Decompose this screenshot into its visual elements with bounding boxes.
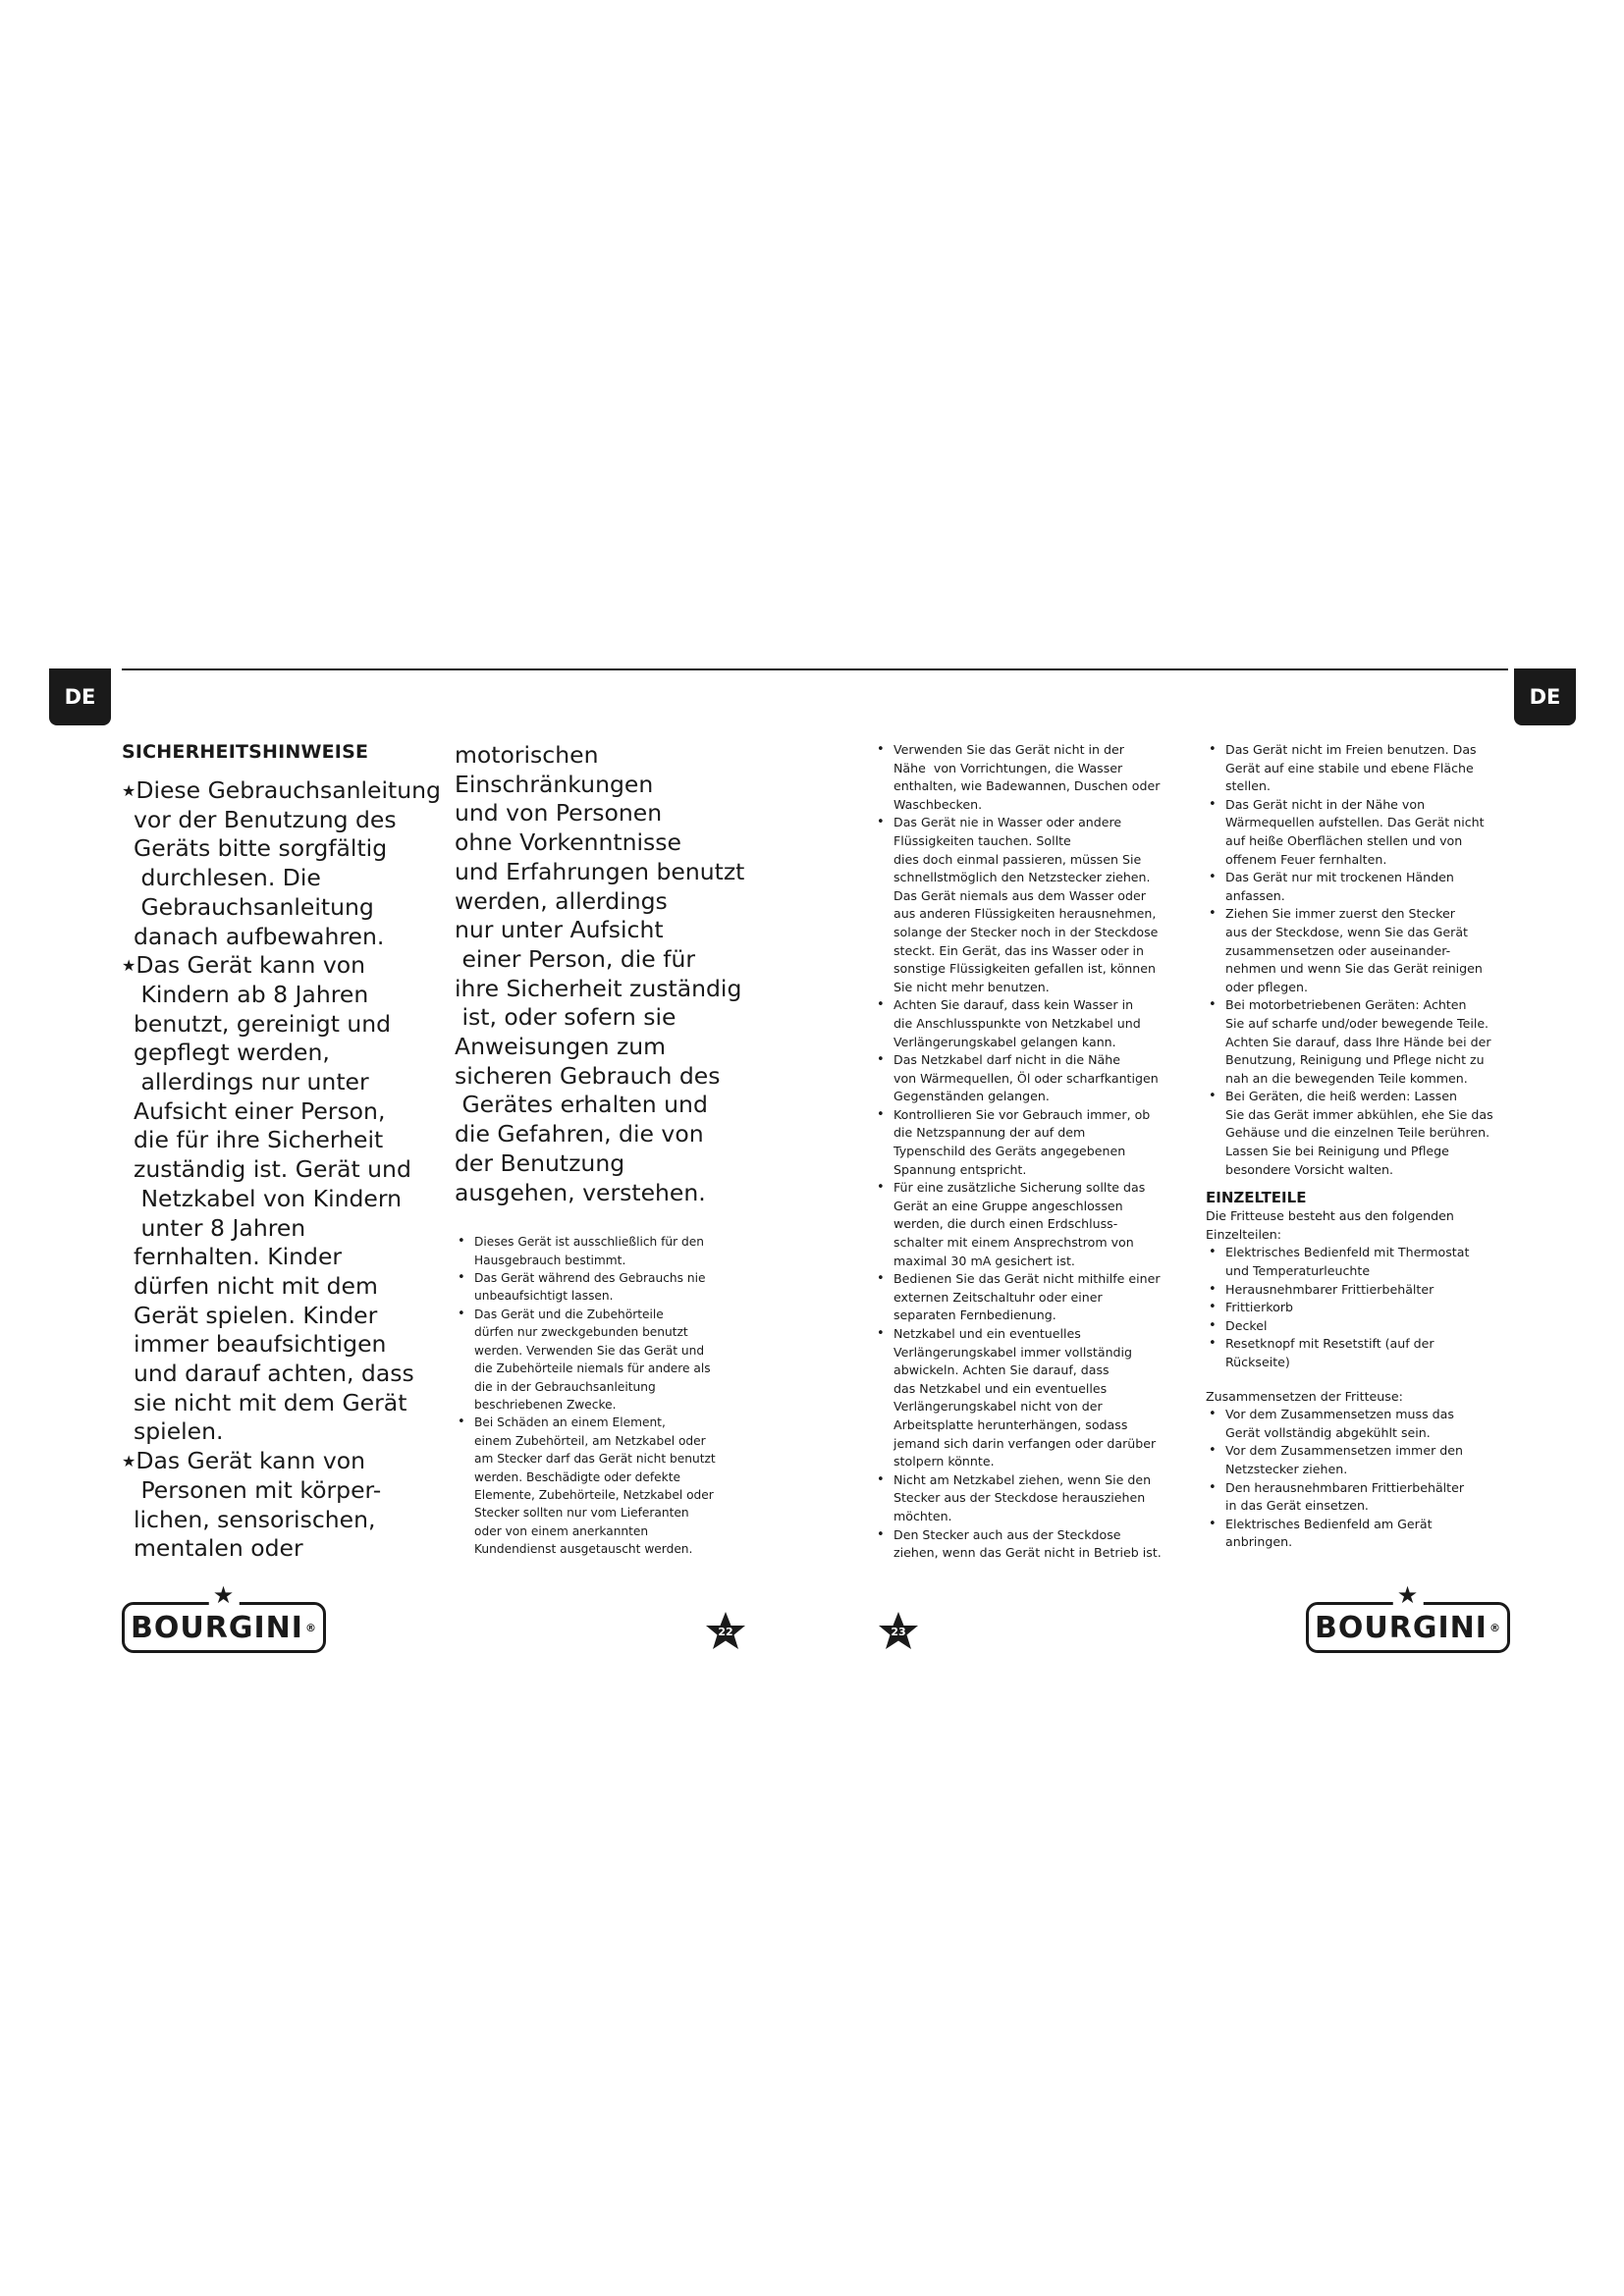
text-line: oder pflegen.	[1225, 979, 1309, 994]
list-item	[1206, 1244, 1530, 1280]
parts-list	[1206, 1244, 1530, 1371]
text-line: beschriebenen Zwecke.	[474, 1397, 617, 1412]
language-tab-left: DE	[49, 668, 111, 725]
text-line: Bei motorbetriebenen Geräten: Achten	[1225, 997, 1467, 1013]
text-line: allerdings nur unter	[134, 1068, 369, 1096]
text-line: Das Gerät und die Zubehörteile	[474, 1307, 664, 1321]
page-number-left	[704, 1610, 747, 1653]
text-line: sie nicht mit dem Gerät	[134, 1388, 407, 1416]
list-item	[1206, 1442, 1530, 1478]
list-item	[1206, 741, 1530, 796]
text-line: jemand sich darin verfangen oder darüber	[893, 1435, 1157, 1451]
list-item	[874, 1106, 1198, 1179]
text-line: Elektrisches Bedienfeld am Gerät	[1225, 1516, 1433, 1531]
section-heading-parts: EINZELTEILE	[1206, 1189, 1307, 1207]
text-line: Für eine zusätzliche Sicherung sollte das	[893, 1180, 1146, 1196]
text-line: Gerät an eine Gruppe angeschlossen	[893, 1198, 1123, 1213]
language-tab-right: DE	[1514, 668, 1576, 725]
text-line: steckt. Ein Gerät, das ins Wasser oder in	[893, 942, 1145, 958]
list-item	[1206, 996, 1530, 1088]
text-line: Bedienen Sie das Gerät nicht mithilfe einer	[893, 1271, 1161, 1287]
text-line: ohne Vorkenntnisse	[455, 828, 681, 857]
text-line: nah an die bewegenden Teile kommen.	[1225, 1070, 1468, 1086]
list-item	[1206, 1406, 1530, 1442]
text-line: offenem Feuer fernhalten.	[1225, 851, 1387, 867]
text-line: Gegenständen gelangen.	[893, 1089, 1050, 1104]
column-2	[455, 741, 749, 1559]
text-line: danach aufbewahren.	[134, 922, 385, 950]
text-line: Netzkabel von Kindern	[134, 1184, 403, 1212]
text-line: Spannung entspricht.	[893, 1161, 1027, 1177]
logo-star-icon: ★	[209, 1583, 240, 1607]
text-line: abwickeln. Achten Sie darauf, dass	[893, 1362, 1110, 1378]
text-line: Gerätes erhalten und	[455, 1091, 708, 1119]
text-line: oder von einem anerkannten	[474, 1523, 649, 1538]
text-line: Nähe von Vorrichtungen, die Wasser	[893, 760, 1123, 775]
list-item	[874, 1051, 1198, 1106]
text-line: Kontrollieren Sie vor Gebrauch immer, ob	[893, 1106, 1151, 1122]
text-line: Einzelteilen:	[1206, 1226, 1281, 1242]
text-line: Bei Geräten, die heiß werden: Lassen	[1225, 1089, 1457, 1104]
text-line: motorischen	[455, 741, 599, 769]
text-line: separaten Fernbedienung.	[893, 1308, 1056, 1323]
list-item	[1206, 1479, 1530, 1516]
text-line: gepflegt werden,	[134, 1039, 330, 1067]
text-line: dürfen nicht mit dem	[134, 1271, 378, 1300]
list-item	[455, 1306, 749, 1414]
text-line: die Zubehörteile niemals für andere als	[474, 1362, 711, 1376]
text-line: Ziehen Sie immer zuerst den Stecker	[1225, 906, 1455, 922]
text-line: Den Stecker auch aus der Steckdose	[893, 1526, 1121, 1542]
text-line: Achten Sie darauf, dass kein Wasser in	[893, 997, 1134, 1013]
logo-registered-mark: ®	[1489, 1621, 1501, 1634]
text-line: Geräts bitte sorgfältig	[134, 834, 388, 863]
text-line: Rückseite)	[1225, 1355, 1290, 1369]
text-line: Das Gerät nicht in der Nähe von	[1225, 796, 1426, 812]
text-line: Vor dem Zusammensetzen immer den	[1225, 1443, 1463, 1459]
text-line: ist, oder sofern sie	[455, 1003, 677, 1032]
text-line: Gebrauchsanleitung	[134, 892, 374, 921]
text-line: Gerät auf eine stabile und ebene Fläche	[1225, 760, 1474, 775]
text-line: die für ihre Sicherheit	[134, 1126, 384, 1154]
text-line: in das Gerät einsetzen.	[1225, 1498, 1369, 1514]
text-line: Das Gerät niemals aus dem Wasser oder	[893, 887, 1146, 903]
text-line: schnellstmöglich den Netzstecker ziehen.	[893, 870, 1151, 885]
text-line: anbringen.	[1225, 1534, 1293, 1550]
text-line: Gerät spielen. Kinder	[134, 1301, 378, 1329]
page-number-right-text: 23	[891, 1625, 906, 1638]
text-line: und Erfahrungen benutzt	[455, 857, 745, 885]
text-line: werden, allerdings	[455, 886, 668, 915]
text-line: sonstige Flüssigkeiten gefallen ist, können	[893, 961, 1156, 977]
text-line: Personen mit körper-	[134, 1475, 382, 1504]
list-item	[1206, 1317, 1530, 1336]
list-item	[1206, 1335, 1530, 1371]
text-line: Dieses Gerät ist ausschließlich für den	[474, 1235, 704, 1250]
text-line: Den herausnehmbaren Frittierbehälter	[1225, 1479, 1465, 1495]
text-line: externen Zeitschaltuhr oder einer	[893, 1289, 1103, 1305]
text-line: Elektrisches Bedienfeld mit Thermostat	[1225, 1245, 1470, 1260]
text-line: und Temperaturleuchte	[1225, 1263, 1371, 1279]
text-line: Stecker sollten nur vom Lieferanten	[474, 1506, 689, 1521]
list-item	[874, 1471, 1198, 1526]
text-line: vor der Benutzung des	[134, 805, 397, 833]
text-line: aus anderen Flüssigkeiten herausnehmen,	[893, 906, 1157, 922]
text-line: Netzkabel und ein eventuelles	[893, 1326, 1081, 1341]
text-line: das Netzkabel und ein eventuelles	[893, 1380, 1108, 1396]
bourgini-logo-left	[122, 1581, 326, 1653]
text-line: Das Gerät kann von	[135, 1447, 366, 1475]
text-line: einem Zubehörteil, am Netzkabel oder	[474, 1433, 706, 1448]
text-line: werden. Beschädigte oder defekte	[474, 1469, 681, 1484]
text-line: werden. Verwenden Sie das Gerät und	[474, 1343, 705, 1358]
text-line: stellen.	[1225, 778, 1271, 794]
logo-registered-mark: ®	[304, 1621, 317, 1634]
header-rule	[122, 668, 1508, 670]
text-line: von Wärmequellen, Öl oder scharfkantigen	[893, 1070, 1159, 1086]
list-item	[1206, 1516, 1530, 1552]
text-line: spielen.	[134, 1417, 224, 1446]
column-3	[874, 741, 1198, 1563]
logo-text: BOURGINI	[131, 1610, 303, 1645]
text-line: Verlängerungskabel gelangen kann.	[893, 1034, 1116, 1049]
bullet-star-icon: ★	[122, 1452, 136, 1471]
text-line: immer beaufsichtigen	[134, 1330, 387, 1359]
text-line: Anweisungen zum	[455, 1033, 667, 1061]
text-line: Lassen Sie bei Reinigung und Pflege	[1225, 1144, 1449, 1159]
list-item	[1206, 1299, 1530, 1317]
text-line: Frittierkorb	[1225, 1300, 1294, 1315]
text-line: besondere Vorsicht walten.	[1225, 1161, 1393, 1177]
text-line: benutzt, gereinigt und	[134, 1009, 392, 1038]
text-line: Diese Gebrauchsanleitung	[135, 776, 441, 804]
bullet-star-icon: ★	[122, 956, 136, 976]
text-line: lichen, sensorischen,	[134, 1505, 376, 1533]
section-heading-safety: SICHERHEITSHINWEISE	[122, 741, 369, 763]
list-item	[455, 1233, 749, 1269]
list-item	[874, 1270, 1198, 1325]
text-line: ausgehen, verstehen.	[455, 1178, 706, 1206]
text-line: fernhalten. Kinder	[134, 1243, 343, 1271]
text-line: möchten.	[893, 1508, 952, 1523]
text-line: Stecker aus der Steckdose herausziehen	[893, 1490, 1146, 1506]
list-item	[874, 996, 1198, 1051]
list-item	[874, 814, 1198, 996]
text-line: die Netzspannung der auf dem	[893, 1125, 1086, 1141]
star-item-text	[134, 776, 441, 950]
text-line: aus der Steckdose, wenn Sie das Gerät	[1225, 924, 1468, 939]
text-line: Sie nicht mehr benutzen.	[893, 979, 1050, 994]
safety-bullet-list-1	[455, 1233, 749, 1558]
text-line: Elemente, Zubehörteile, Netzkabel oder	[474, 1487, 714, 1502]
text-line: Einschränkungen	[455, 770, 654, 798]
text-line: Das Gerät nicht im Freien benutzen. Das	[1225, 742, 1477, 757]
text-line: Sie das Gerät immer abkühlen, ehe Sie das	[1225, 1106, 1493, 1122]
text-line: Typenschild des Geräts angegebenen	[893, 1144, 1126, 1159]
text-line: und von Personen	[455, 799, 663, 828]
text-line: die Anschlusspunkte von Netzkabel und	[893, 1015, 1141, 1031]
text-line: enthalten, wie Badewannen, Duschen oder	[893, 778, 1161, 794]
bullet-star-icon: ★	[122, 781, 136, 800]
text-line: ziehen, wenn das Gerät nicht in Betrieb ist.	[893, 1545, 1162, 1561]
logo-star-icon: ★	[1393, 1583, 1424, 1607]
text-line: auf heiße Oberflächen stellen und von	[1225, 832, 1463, 848]
column-4	[1206, 741, 1530, 1552]
assembly-list	[1206, 1406, 1530, 1552]
text-line: zusammensetzen oder auseinander-	[1225, 942, 1451, 958]
text-line: Die Fritteuse besteht aus den folgenden	[1206, 1208, 1454, 1224]
text-line: Herausnehmbarer Frittierbehälter	[1225, 1281, 1435, 1297]
text-line: dies doch einmal passieren, müssen Sie	[893, 851, 1142, 867]
page-number-right	[877, 1610, 920, 1653]
text-line: solange der Stecker noch in der Steckdose	[893, 924, 1159, 939]
list-item	[455, 1414, 749, 1558]
parts-intro	[1206, 1207, 1530, 1244]
list-item	[1206, 869, 1530, 905]
text-line: maximal 30 mA gesichert ist.	[893, 1253, 1075, 1268]
text-line: Gehäuse und die einzelnen Teile berühren.	[1225, 1125, 1490, 1141]
safety-star-item	[122, 1447, 426, 1564]
bourgini-logo-right	[1306, 1581, 1510, 1653]
text-line: Kindern ab 8 Jahren	[134, 980, 369, 1008]
list-item	[874, 1325, 1198, 1471]
text-line: Resetknopf mit Resetstift (auf der	[1225, 1336, 1435, 1352]
text-line: Waschbecken.	[893, 796, 983, 812]
text-line: einer Person, die für	[455, 944, 696, 973]
text-line: Benutzung, Reinigung und Pflege nicht zu	[1225, 1052, 1485, 1068]
text-line: Achten Sie darauf, dass Ihre Hände bei der	[1225, 1034, 1491, 1049]
text-line: Netzstecker ziehen.	[1225, 1461, 1348, 1476]
text-line: die Gefahren, die von	[455, 1120, 704, 1148]
text-line: durchlesen. Die	[134, 864, 321, 892]
text-line: mentalen oder	[134, 1534, 303, 1563]
text-line: anfassen.	[1225, 887, 1285, 903]
text-line: Wärmequellen aufstellen. Das Gerät nicht	[1225, 815, 1485, 830]
text-line: stolpern könnte.	[893, 1454, 995, 1469]
text-line: und darauf achten, dass	[134, 1360, 414, 1388]
safety-star-item	[122, 951, 426, 1447]
text-line: Flüssigkeiten tauchen. Sollte	[893, 832, 1071, 848]
text-line: zuständig ist. Gerät und	[134, 1155, 411, 1184]
text-line: Das Netzkabel darf nicht in die Nähe	[893, 1052, 1120, 1068]
star-item-text	[134, 1447, 381, 1562]
text-line: unbeaufsichtigt lassen.	[474, 1289, 614, 1304]
list-item	[874, 1526, 1198, 1563]
text-line: Sie auf scharfe und/oder bewegende Teile.	[1225, 1015, 1489, 1031]
text-line: Verwenden Sie das Gerät nicht in der	[893, 742, 1124, 757]
text-line: Das Gerät nur mit trockenen Händen	[1225, 870, 1454, 885]
text-line: unter 8 Jahren	[134, 1213, 306, 1242]
text-line: Das Gerät nie in Wasser oder andere	[893, 815, 1122, 830]
text-line: dürfen nur zweckgebunden benutzt	[474, 1325, 688, 1340]
text-line: werden, die durch einen Erdschluss-	[893, 1216, 1118, 1232]
text-line: Nicht am Netzkabel ziehen, wenn Sie den	[893, 1471, 1152, 1487]
text-line: Aufsicht einer Person,	[134, 1096, 386, 1125]
page-number-left-text: 22	[718, 1625, 733, 1638]
text-line: Gerät vollständig abgekühlt sein.	[1225, 1424, 1431, 1440]
text-line: Deckel	[1225, 1317, 1268, 1333]
safety-star-list	[122, 776, 441, 1564]
text-line: Kundendienst ausgetauscht werden.	[474, 1542, 693, 1557]
text-line: Das Gerät während des Gebrauchs nie	[474, 1271, 706, 1286]
assembly-intro: Zusammensetzen der Fritteuse:	[1206, 1388, 1403, 1404]
star-item-text	[134, 951, 414, 1445]
text-line: der Benutzung	[455, 1148, 625, 1177]
safety-star-item	[122, 776, 441, 951]
column-1	[122, 741, 441, 1564]
text-line: Verlängerungskabel nicht von der	[893, 1399, 1103, 1415]
safety-bullet-list-2	[874, 741, 1198, 1563]
list-item	[455, 1269, 749, 1306]
text-line: schalter mit einem Ansprechstrom von	[893, 1235, 1134, 1251]
text-line: nehmen und wenn Sie das Gerät reinigen	[1225, 961, 1483, 977]
text-line: nur unter Aufsicht	[455, 916, 664, 944]
text-line: sicheren Gebrauch des	[455, 1061, 721, 1090]
list-item	[1206, 796, 1530, 869]
safety-continuation-text	[455, 741, 749, 1207]
text-line: Vor dem Zusammensetzen muss das	[1225, 1407, 1454, 1422]
text-line: Hausgebrauch bestimmt.	[474, 1253, 626, 1267]
logo-text: BOURGINI	[1315, 1610, 1488, 1645]
list-item	[1206, 905, 1530, 996]
list-item	[874, 1179, 1198, 1270]
list-item	[1206, 1088, 1530, 1179]
text-line: Arbeitsplatte herunterhängen, sodass	[893, 1416, 1128, 1432]
text-line: Verlängerungskabel immer vollständig	[893, 1344, 1133, 1360]
safety-bullet-list-3	[1206, 741, 1530, 1179]
text-line: Bei Schäden an einem Element,	[474, 1415, 666, 1430]
text-line: Das Gerät kann von	[135, 951, 366, 980]
list-item	[1206, 1281, 1530, 1300]
text-line: am Stecker darf das Gerät nicht benutzt	[474, 1452, 716, 1467]
list-item	[874, 741, 1198, 814]
text-line: die in der Gebrauchsanleitung	[474, 1379, 656, 1394]
text-line: ihre Sicherheit zuständig	[455, 974, 742, 1002]
